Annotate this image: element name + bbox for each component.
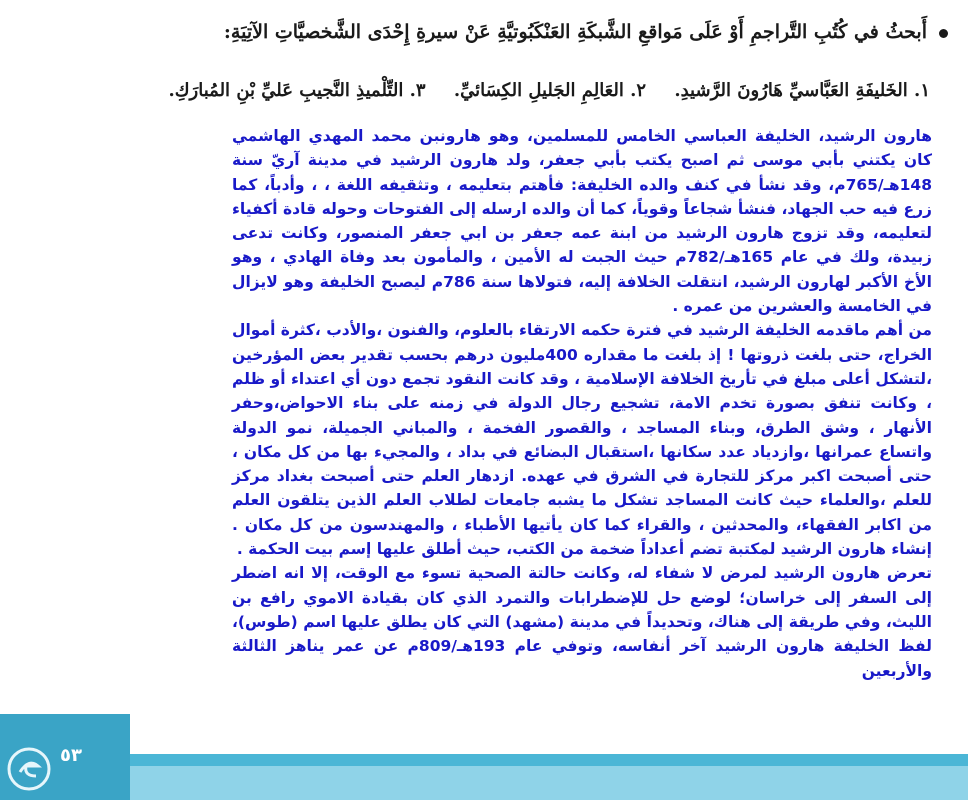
handwritten-essay <box>232 124 932 683</box>
options-list <box>10 80 930 101</box>
essay-paragraph-1: هارون الرشيد، الخليفة العباسي الخامس للمسلمين، وهو هارونبن محمد المهدي الهاشمي كان يكتني بأبي موسى ثم اصبح يكتب بأبي جعفر، ولد هارون الرشيد في مدينة آريّ سنة 148هـ/765م، وقد نشأ في كنف والده الخليفة: فأهتم بتعليمه ، وتثقيفه اللغة ، ، وأدباً، كما زرع فيه حب الجهاد، فنشأ شجاعاً وقوياً، كما أن والده ارسله إلى الفتوحات وحوله قادة أكفياء لتعليمه، وقد تزوج هارون الرشيد من ابنة عمه جعفر بن ابي جعفر المنصور، وكانت تدعى زبيدة، ولك في عام 165هـ/782م حيث الجبت له الأمين ، والمأمون بعد وفاة الهادي ، وهو الأخ الأكبر لهارون الرشيد، انتقلت الخلافة إليه، فتولاها سنة 786م ليصبح الخليفة وهو لايزال في الخامسة والعشرين من عمره . <box>232 127 932 316</box>
option-2: ٢. العَالِمِ الجَليلِ الكِسَائيِّ. <box>453 80 647 101</box>
instruction-text: أَبحثُ في كُتُبِ التَّراجمِ أَوْ عَلَى مَواقعِ الشَّبكَةِ العَنْكَبُوتيَّةِ عَنْ سيرةِ إِحْدَى الشَّخصيَّاتِ الآتِيَةِ: <box>223 21 927 43</box>
option-1: ١. الخَليفَةِ العَبَّاسيِّ هَارُونَ الرَّشيدِ. <box>674 80 930 101</box>
footer-strip-inner <box>120 766 968 800</box>
page-number: ٥٣ <box>60 745 82 766</box>
publisher-logo-icon <box>6 746 52 792</box>
essay-paragraph-3: تعرض هارون الرشيد لمرض لا شفاء له، وكانت حالتة الصحية تسوء مع الوقت، إلا انه اضطر إلى السفر إلى خراسان؛ لوضع حل للإضطرابات والتمرد الذي كان بقيادة الاموي رافع بن الليث، وفي طريقة إلى هناك، وتحديداً في مدينة (مشهد) التي كان يطلق عليها اسم (طوس)، لفظ الخليفة هارون الرشيد آخر أنفاسه، وتوفي عام 193هـ/809م عن عمر يناهز الثالثة والأربعين <box>232 564 932 680</box>
bullet-icon <box>939 29 948 38</box>
essay-paragraph-2: من أهم ماقدمه الخليفة الرشيد في فترة حكمه الارتقاء بالعلوم، والفنون ،والأدب ،كثرة أموال الخراج، حتى بلغت ذروتها ! إذ بلغت ما مقداره 400مليون درهم بحسب تقدير بعض المؤرخين ،لتشكل أعلى مبلغ في تأريخ الخلافة الإسلامية ، وقد كانت النقود تجمع دون أي اعتداء أو ظلم ، وكانت تنفق بصورة تخدم الامة، تشجيع رجال الدولة في زمنه على بناء الاحواض،وحفر الأنهار ، وشق الطرق، وبناء المساجد ، والقصور الفخمة ، والمباني الجميلة، نمو الدولة واتساع عمرانها ،وازدياد عدد سكانها ،استقبال البضائع في بداد ، والمجيء بها من كل مكان ، حتى أصبحت اكبر مركز للتجارة في الشرق في عهده. ازدهار العلم حتى أصبحت بغداد مركز للعلم ،والعلماء حيث كانت المساجد تشكل ما يشبه جامعات لطلاب العلم الذين يتلقون العلم من اكابر الفقهاء، والمحدثين ، والقراء كما كان يأتيها الأطباء ، والمهندسون من كل مكان . إنشاء هارون الرشيد لمكتبة تضم أعداداً ضخمة من الكتب، حيث أطلق عليها إسم بيت الحكمة . <box>232 321 933 559</box>
footer-strip <box>0 754 968 800</box>
option-3: ٣. التِّلْميذِ النَّجيبِ عَليِّ بْنِ المُبارَكِ. <box>168 80 426 101</box>
instruction <box>18 12 948 52</box>
